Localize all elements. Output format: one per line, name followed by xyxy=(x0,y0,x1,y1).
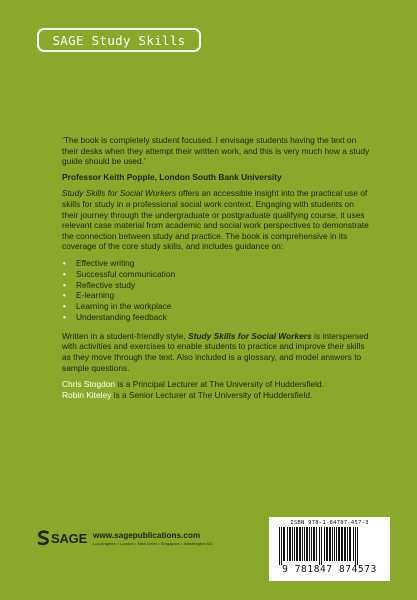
style-book-title: Study Skills for Social Workers xyxy=(188,330,312,341)
sage-swirl-icon xyxy=(37,530,50,546)
list-item: • Reflective study xyxy=(63,279,136,290)
publisher-cities: Los Angeles • London • New Delhi • Singapore • Washington DC xyxy=(93,540,214,546)
review-attribution: Professor Keith Popple, London South Bank University xyxy=(62,171,282,182)
bullet-icon: • xyxy=(63,311,66,322)
barcode-bars xyxy=(277,527,383,565)
intro-paragraph xyxy=(62,188,370,252)
topic-list xyxy=(62,258,370,323)
bullet-icon: • xyxy=(63,290,66,301)
bullet-icon: • xyxy=(63,268,66,279)
list-item: • E-learning xyxy=(63,290,115,301)
list-item: • Understanding feedback xyxy=(63,311,167,322)
publisher-logo-text: SAGE xyxy=(51,530,88,546)
author-bio: Robin Kiteley is a Senior Lecturer at The University of Huddersfield. xyxy=(62,389,313,400)
author-name: Chris Stogdon xyxy=(62,379,116,390)
intro-text: offers an accessible insight into the practical use of skills for study in a professional social work context. Engaging with students on their journey through the undergraduate or postgraduate qualifying course, it uses relevant case material from academic and social work perspectives to demonstrate the connection between study and practice. The book is comprehensive in its coverage of the core study skills, and includes guidance on: xyxy=(62,188,369,252)
author-name: Robin Kiteley xyxy=(62,389,112,400)
bullet-icon: • xyxy=(63,279,66,290)
bullet-icon: • xyxy=(63,301,66,312)
barcode-digits: 9 781847 874573 xyxy=(282,564,377,575)
list-item: • Successful communication xyxy=(63,268,176,279)
author-bio: Chris Stogdon is a Principal Lecturer at The University of Huddersfield. xyxy=(62,379,324,390)
author-bios xyxy=(62,379,370,400)
publisher-url: www.sagepublications.com xyxy=(93,530,201,540)
series-label: SAGE Study Skills xyxy=(52,32,186,48)
list-item: • Learning in the workplace xyxy=(63,301,172,312)
back-cover-text xyxy=(62,135,370,400)
series-badge xyxy=(37,28,201,52)
list-item: • Effective writing xyxy=(63,257,135,268)
publisher-block xyxy=(37,523,213,553)
publisher-logo xyxy=(37,530,87,546)
bullet-icon: • xyxy=(63,257,66,268)
review-quote: ‘The book is completely student focused. I envisage students having the text on their desks when they attempt their written work, and this is very much how a study guide should be used.’ xyxy=(62,135,370,167)
isbn-barcode xyxy=(269,517,390,581)
isbn-label: ISBN 978-1-84787-457-3 xyxy=(290,520,369,526)
intro-book-title: Study Skills for Social Workers xyxy=(62,188,177,199)
style-paragraph: Written in a student-friendly style, Study Skills for Social Workers is interspersed with activities and exercises to enable students to practice and improve their skills as they move through the text. Also included is a glossary, and model answers to sample questions. xyxy=(62,330,369,373)
